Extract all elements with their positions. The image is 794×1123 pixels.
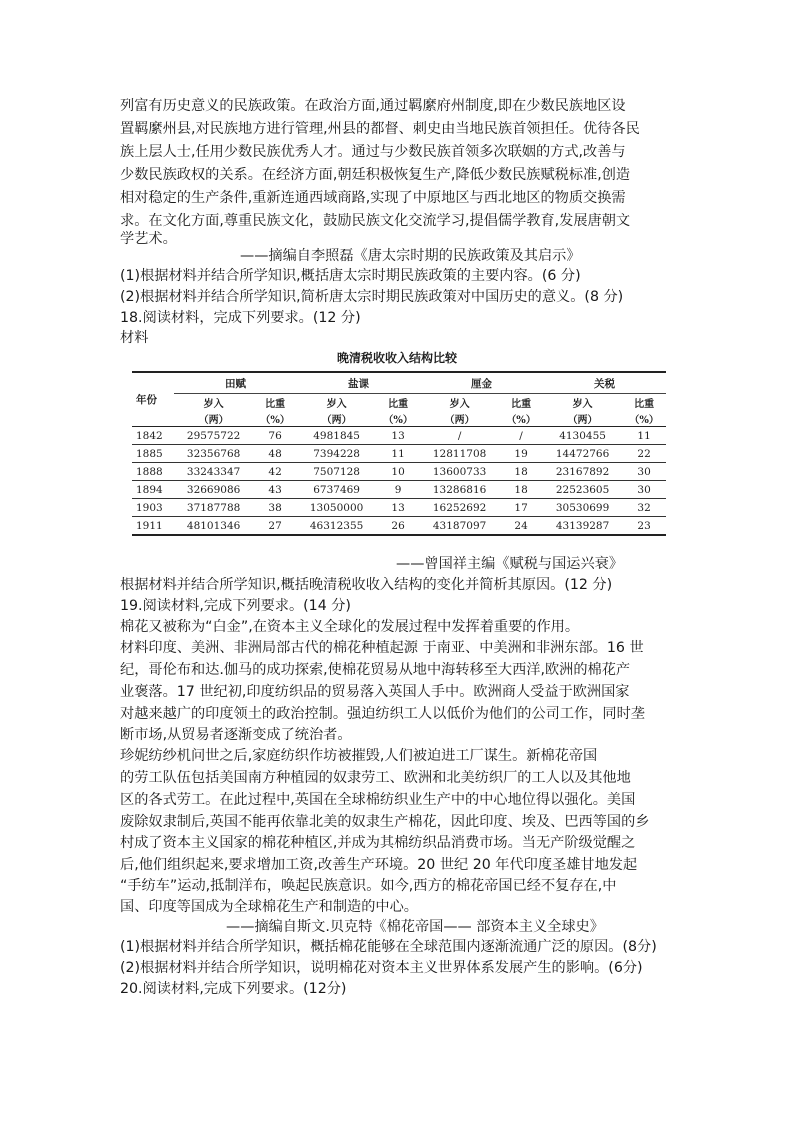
table-row — [132, 427, 666, 445]
cell-year: 1842 — [132, 427, 174, 445]
unit-ratio: （%） — [383, 414, 413, 426]
table-row — [132, 499, 666, 517]
cell: 32669086 — [174, 481, 253, 499]
cell: 13 — [376, 499, 420, 517]
sub-header-income: 岁入 — [326, 398, 347, 410]
sub-header-ratio: 比重 — [511, 398, 532, 410]
cell: 23167892 — [543, 463, 622, 481]
p17-line-1: 列富有历史意义的民族政策。在政治方面,通过羁縻府州制度,即在少数民族地区设 — [120, 98, 626, 114]
table-row — [132, 463, 666, 481]
cell: 76 — [253, 427, 297, 445]
cell: 32 — [622, 499, 666, 517]
sub-header-income: 岁入 — [449, 398, 470, 410]
q19-line-6: 断市场,从贸易者逐渐变成了统治者。 — [120, 727, 352, 743]
cell-year: 1885 — [132, 445, 174, 463]
cell: 13 — [376, 427, 420, 445]
q19-line-11: 村成了资本主义国家的棉花种植区,并成为其棉纺织品消费市场。当无产阶级觉醒之 — [120, 835, 636, 851]
cell-year: 1888 — [132, 463, 174, 481]
q18-title: 18.阅读材料，完成下列要求。(12 分) — [120, 310, 361, 326]
q18-source: ——曾国祥主编《赋税与国运兴衰》 — [396, 556, 624, 572]
cell: 48101346 — [174, 517, 253, 536]
year-header: 年份 — [132, 372, 174, 427]
unit-ratio: （%） — [629, 414, 659, 426]
q18-question: 根据材料并结合所学知识,概括晚清税收收入结构的变化并简析其原因。(12 分) — [120, 577, 613, 593]
cell: 10 — [376, 463, 420, 481]
group-header-guanshui: 关税 — [543, 372, 666, 394]
q19-line-13: “手纺车”运动,抵制洋布，唤起民族意识。如今,西方的棉花帝国已经不复存在,中 — [120, 878, 617, 894]
unit-income: （两） — [444, 414, 475, 426]
tax-table — [132, 371, 666, 536]
cell: 33243347 — [174, 463, 253, 481]
cell: 22523605 — [543, 481, 622, 499]
q18-material-label: 材料 — [120, 330, 149, 346]
p17-line-6: 求。在文化方面,尊重民族文化，鼓励民族文化交流学习,提倡儒学教育,发展唐朝文 — [120, 213, 631, 229]
cell: 38 — [253, 499, 297, 517]
cell: 27 — [253, 517, 297, 536]
cell-year: 1894 — [132, 481, 174, 499]
cell: 12811708 — [420, 445, 499, 463]
sub-header-income: 岁入 — [203, 398, 224, 410]
unit-ratio: （%） — [260, 414, 290, 426]
q19-line-7: 珍妮纺纱机问世之后,家庭纺织作坊被摧毁,人们被迫进工厂谋生。新棉花帝国 — [120, 748, 598, 764]
cell: 13050000 — [297, 499, 376, 517]
cell: 43139287 — [543, 517, 622, 536]
cell: 43 — [253, 481, 297, 499]
cell: 7394228 — [297, 445, 376, 463]
q19-line-14: 国、印度等国成为全球棉花生产和制造的中心。 — [120, 899, 418, 915]
cell: 42 — [253, 463, 297, 481]
p17-line-4: 少数民族政权的关系。在经济方面,朝廷积极恢复生产,降低少数民族赋税标准,创造 — [120, 167, 631, 183]
cell: 30 — [622, 463, 666, 481]
p17-line-7: 学艺术。 — [120, 231, 177, 247]
cell: / — [499, 427, 543, 445]
cell: 18 — [499, 463, 543, 481]
sub-header-income: 岁入 — [572, 398, 593, 410]
q19-line-4: 业褒落。17 世纪初,印度纺织品的贸易落入英国人手中。欧洲商人受益于欧洲国家 — [120, 684, 630, 700]
q19-line-9: 区的各式劳工。在此过程中,英国在全球棉纺织业生产中的中心地位得以强化。美国 — [120, 792, 636, 808]
cell: 30530699 — [543, 499, 622, 517]
sub-header-ratio: 比重 — [265, 398, 286, 410]
cell-year: 1911 — [132, 517, 174, 536]
tax-table-title: 晚清税收收入结构比较 — [336, 351, 457, 365]
cell: 18 — [499, 481, 543, 499]
cell: 46312355 — [297, 517, 376, 536]
cell: 17 — [499, 499, 543, 517]
q19-line-2: 材料印度、美洲、非洲局部古代的棉花种植起源 于南亚、中美洲和非洲东部。16 世 — [120, 640, 644, 656]
cell: 4130455 — [543, 427, 622, 445]
cell: 11 — [622, 427, 666, 445]
tax-table-wrapper — [132, 371, 666, 551]
unit-income: （两） — [321, 414, 352, 426]
sub-header-ratio: 比重 — [388, 398, 409, 410]
q19-line-12: 后,他们组织起来,要求增加工资,改善生产环境。20 世纪 20 年代印度圣雄甘地发起 — [120, 857, 638, 873]
cell: 13286816 — [420, 481, 499, 499]
p17-line-2: 置羁縻州县,对民族地方进行管理,州县的都督、刺史由当地民族首领担任。优待各民 — [120, 121, 640, 137]
cell: 26 — [376, 517, 420, 536]
p17-question-1: (1)根据材料并结合所学知识,概括唐太宗时期民族政策的主要内容。(6 分) — [120, 268, 581, 284]
tax-table-unit-row — [132, 410, 666, 427]
tax-table-sub-row — [132, 394, 666, 411]
q19-line-10: 废除奴隶制后,英国不能再依靠北美的奴隶生产棉花，因此印度、埃及、巴西等国的乡 — [120, 814, 650, 830]
cell: 7507128 — [297, 463, 376, 481]
q19-line-8: 的劳工队伍包括美国南方种植园的奴隶劳工、欧洲和北美纺织厂的工人以及其他地 — [120, 770, 631, 786]
q20-title: 20.阅读材料,完成下列要求。(12分) — [120, 981, 347, 997]
cell: 23 — [622, 517, 666, 536]
cell: 13600733 — [420, 463, 499, 481]
cell: 14472766 — [543, 445, 622, 463]
q19-question-1: (1)根据材料并结合所学知识，概括棉花能够在全球范围内逐渐流通广泛的原因。(8分) — [120, 939, 657, 955]
cell: 29575722 — [174, 427, 253, 445]
cell: 4981845 — [297, 427, 376, 445]
cell: 30 — [622, 481, 666, 499]
table-row — [132, 481, 666, 499]
group-header-lijin: 厘金 — [420, 372, 543, 394]
cell: 24 — [499, 517, 543, 536]
tax-table-group-row — [132, 372, 666, 394]
q19-line-5: 对越来越广的印度领土的政治控制。强迫纺织工人以低价为他们的公司工作，同时垄 — [120, 706, 645, 722]
group-header-yanke: 盐课 — [297, 372, 420, 394]
table-row — [132, 517, 666, 536]
table-row — [132, 445, 666, 463]
tax-table-body — [132, 427, 666, 536]
cell: 16252692 — [420, 499, 499, 517]
cell: 37187788 — [174, 499, 253, 517]
p17-question-2: (2)根据材料并结合所学知识,简析唐太宗时期民族政策对中国历史的意义。(8 分) — [120, 289, 624, 305]
q19-line-1: 棉花又被称为“白金”,在资本主义全球化的发展过程中发挥着重要的作用。 — [120, 619, 580, 635]
sub-header-ratio: 比重 — [634, 398, 655, 410]
p17-source: ——摘编自李照磊《唐太宗时期的民族政策及其启示》 — [240, 248, 581, 264]
q19-source: ——摘编自斯文.贝克特《棉花帝国—— 部资本主义全球史》 — [226, 919, 604, 935]
group-header-tianfu: 田赋 — [174, 372, 297, 394]
cell: 32356768 — [174, 445, 253, 463]
cell: / — [420, 427, 499, 445]
cell: 11 — [376, 445, 420, 463]
cell: 19 — [499, 445, 543, 463]
unit-income: （两） — [567, 414, 598, 426]
unit-ratio: （%） — [506, 414, 536, 426]
q19-line-3: 纪，哥伦布和达.伽马的成功探索,使棉花贸易从地中海转移至大西洋,欧洲的棉花产 — [120, 662, 631, 678]
unit-income: （两） — [198, 414, 229, 426]
q19-title: 19.阅读材料,完成下列要求。(14 分) — [120, 598, 351, 614]
cell: 22 — [622, 445, 666, 463]
q19-question-2: (2)根据材料并结合所学知识，说明棉花对资本主义世界体系发展产生的影响。(6分) — [120, 960, 643, 976]
cell: 6737469 — [297, 481, 376, 499]
cell-year: 1903 — [132, 499, 174, 517]
cell: 9 — [376, 481, 420, 499]
cell: 43187097 — [420, 517, 499, 536]
p17-line-5: 相对稳定的生产条件,重新连通西域商路,实现了中原地区与西北地区的物质交换需 — [120, 190, 626, 206]
p17-line-3: 族上层人士,任用少数民族优秀人才。通过与少数民族首领多次联姻的方式,改善与 — [120, 144, 626, 160]
cell: 48 — [253, 445, 297, 463]
